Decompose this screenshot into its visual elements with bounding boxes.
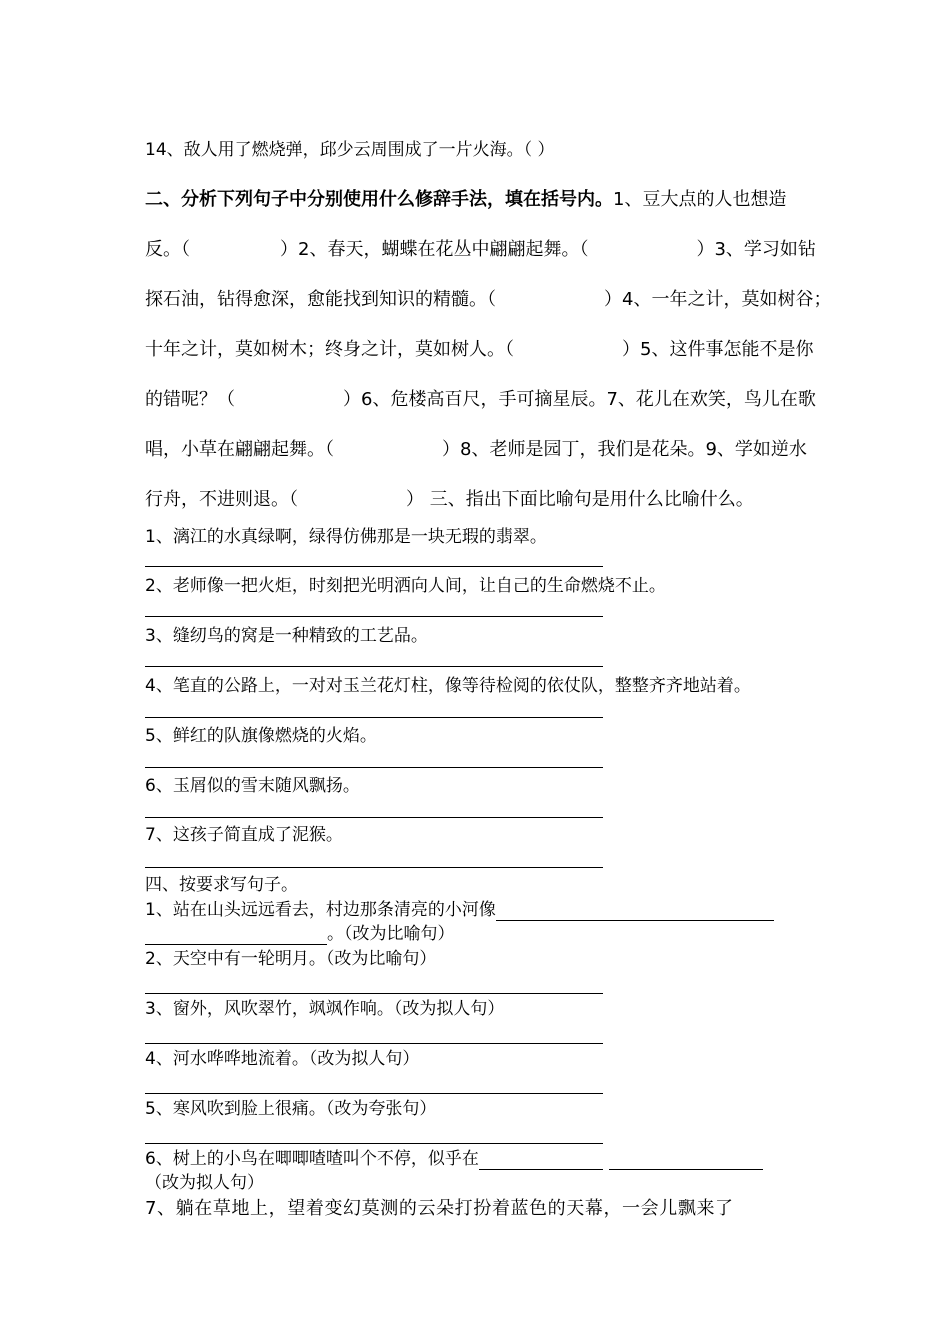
metaphor-item-3: 3、缝纫鸟的窝是一种精致的工艺品。: [145, 626, 428, 646]
section-rewrite-heading: 四、按要求写句子。: [145, 875, 298, 895]
rewrite-item-2: 2、天空中有一轮明月。（改为比喻句）: [145, 949, 437, 969]
section-rhetoric-heading: 二、分析下列句子中分别使用什么修辞手法，填在括号内。: [145, 189, 613, 210]
rewrite-item-4: 4、河水哗哗地流着。（改为拟人句）: [145, 1049, 420, 1069]
rewrite-item-1-line-2: [145, 923, 810, 945]
metaphor-item-5: 5、鲜红的队旗像燃烧的火焰。: [145, 726, 377, 746]
answer-line-metaphor-6[interactable]: [145, 817, 603, 818]
section-rhetoric-line-1: [145, 189, 810, 211]
rewrite-item-6-line-1: [145, 1148, 810, 1170]
metaphor-item-6: 6、玉屑似的雪末随风飘扬。: [145, 776, 360, 796]
rhetoric-item-1-start: 1、豆大点的人也想造: [613, 189, 787, 210]
answer-line-metaphor-7[interactable]: [145, 867, 603, 868]
answer-line-metaphor-4[interactable]: [145, 717, 603, 718]
answer-line-rewrite-4[interactable]: [145, 1093, 603, 1094]
answer-line-rewrite-5[interactable]: [145, 1143, 603, 1144]
rewrite-item-1-instruction: 。（改为比喻句）: [327, 924, 455, 944]
answer-line-metaphor-3[interactable]: [145, 666, 603, 667]
rewrite-item-5: 5、寒风吹到脸上很痛。（改为夸张句）: [145, 1099, 437, 1119]
answer-line-rewrite-3[interactable]: [145, 1043, 603, 1044]
section-rhetoric-line-7: 行舟，不进则退。（ ） 三、指出下面比喻句是用什么比喻什么。: [145, 489, 754, 510]
metaphor-item-7: 7、这孩子简直成了泥猴。: [145, 825, 343, 845]
answer-line-rewrite-2[interactable]: [145, 993, 603, 994]
rewrite-item-1-line-1: [145, 899, 810, 921]
metaphor-item-4: 4、笔直的公路上，一对对玉兰花灯柱，像等待检阅的依仗队，整整齐齐地站着。: [145, 676, 751, 696]
metaphor-item-1: 1、漓江的水真绿啊，绿得仿佛那是一块无瑕的翡翠。: [145, 527, 547, 547]
answer-blank-rewrite-6b[interactable]: [609, 1151, 763, 1170]
section-rhetoric-line-2: 反。（ ）2、春天，蝴蝶在花丛中翩翩起舞。（ ）3、学习如钻: [145, 239, 816, 260]
answer-line-metaphor-1[interactable]: [145, 566, 603, 567]
rewrite-item-7: 7、躺在草地上，望着变幻莫测的云朵打扮着蓝色的天幕，一会儿飘来了: [145, 1198, 734, 1219]
section-rhetoric-line-3: 探石油，钻得愈深，愈能找到知识的精髓。（ ）4、一年之计，莫如树谷；: [145, 289, 832, 310]
answer-line-metaphor-2[interactable]: [145, 616, 603, 617]
rewrite-item-6-text: 6、树上的小鸟在唧唧喳喳叫个不停，似乎在: [145, 1149, 479, 1169]
answer-line-metaphor-5[interactable]: [145, 767, 603, 768]
rewrite-item-1-text: 1、站在山头远远看去，村边那条清亮的小河像: [145, 900, 496, 920]
section-rhetoric-line-5: 的错呢？（ ）6、危楼高百尺，手可摘星辰。7、花儿在欢笑，鸟儿在歌: [145, 389, 816, 410]
answer-blank-rewrite-1a[interactable]: [496, 902, 774, 921]
section-rhetoric-line-4: 十年之计，莫如树木；终身之计，莫如树人。（ ）5、这件事怎能不是你: [145, 339, 814, 360]
rewrite-item-3: 3、窗外，风吹翠竹，飒飒作响。（改为拟人句）: [145, 999, 505, 1019]
rewrite-item-6-instruction: （改为拟人句）: [145, 1173, 264, 1193]
metaphor-item-2: 2、老师像一把火炬，时刻把光明洒向人间，让自己的生命燃烧不止。: [145, 576, 666, 596]
section-rhetoric-line-6: 唱，小草在翩翩起舞。（ ）8、老师是园丁，我们是花朵。9、学如逆水: [145, 439, 807, 460]
answer-blank-rewrite-1b[interactable]: [145, 926, 327, 945]
answer-blank-rewrite-6a[interactable]: [479, 1151, 603, 1170]
question-14: 14、敌人用了燃烧弹，邱少云周围成了一片火海。（ ）: [145, 140, 555, 160]
